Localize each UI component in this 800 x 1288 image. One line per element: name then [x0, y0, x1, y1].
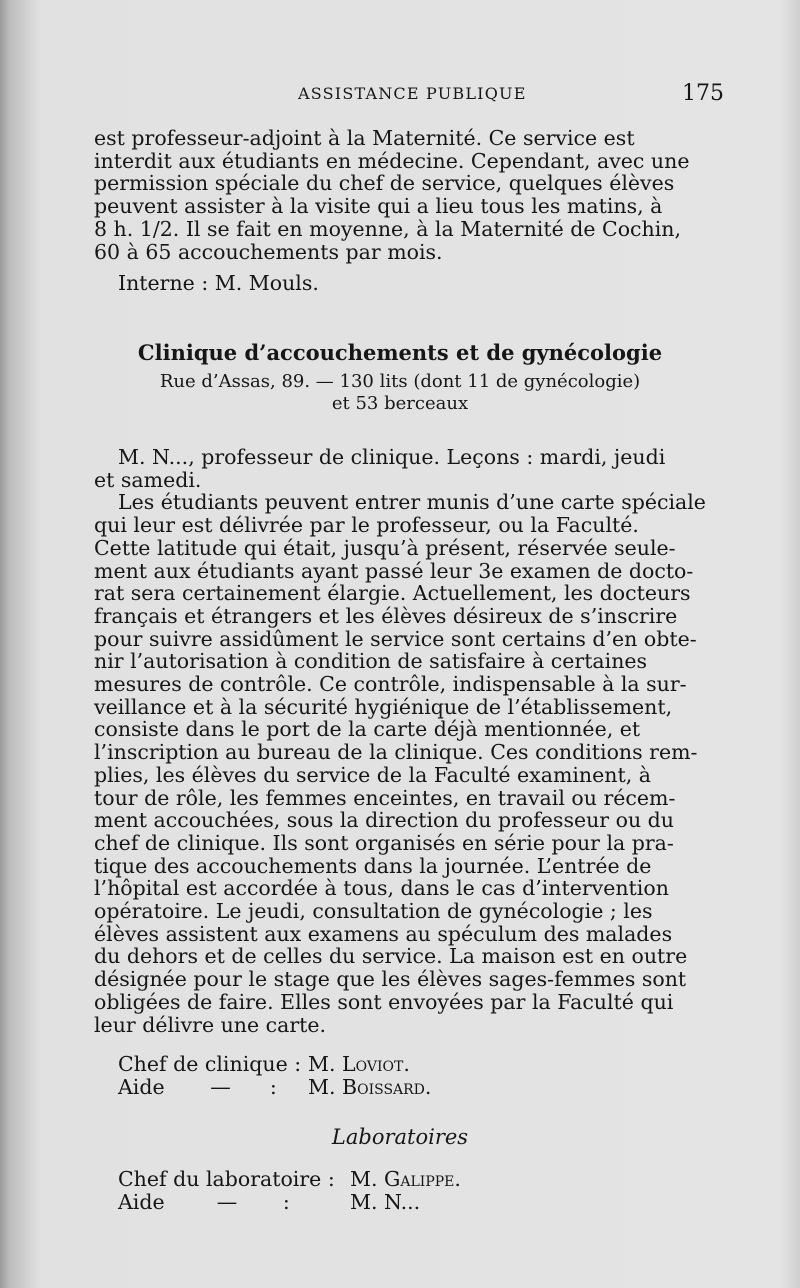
text-line: l’hôpital est accordée à tous, dans le cas d’intervention — [94, 876, 669, 901]
staff-chef-laboratoire — [118, 1168, 461, 1191]
text-line: tique des accouchements dans la journée. L’entrée de — [94, 853, 652, 878]
text-line: obligées de faire. Elles sont envoyées par la Faculté qui — [94, 989, 674, 1014]
staff-name: M. Loviot. — [308, 1052, 410, 1076]
running-head — [0, 81, 800, 108]
staff-name: M. Boissard. — [308, 1075, 432, 1099]
staff-label: Chef de clinique : — [118, 1052, 302, 1076]
staff-name: M. N... — [350, 1190, 421, 1214]
text-line: opératoire. Le jeudi, consultation de gynécologie ; les — [94, 899, 653, 924]
text-line: du dehors et de celles du service. La maison est en outre — [94, 944, 688, 969]
clinique-address — [0, 371, 800, 415]
text-line: est professeur-adjoint à la Maternité. Ce service est — [94, 126, 635, 150]
text-line: chef de clinique. Ils sont organisés en série pour la pra- — [94, 830, 674, 855]
text-line: nir l’autorisation à condition de satisfaire à certaines — [94, 649, 648, 674]
text-line: et samedi. — [94, 467, 202, 492]
interne-line: Interne : M. Mouls. — [118, 271, 319, 295]
text-line: 60 à 65 accouchements par mois. — [94, 239, 443, 264]
text-line: permission spéciale du chef de service, quelques élèves — [94, 171, 675, 196]
section-title-laboratoires: Laboratoires — [331, 1125, 469, 1149]
staff-chef-de-clinique — [118, 1053, 410, 1076]
page-number: 175 — [682, 81, 724, 106]
staff-label: Aide — : — [118, 1075, 277, 1099]
text-line: rat sera certainement élargie. Actuellement, les docteurs — [94, 581, 691, 606]
text-line: 8 h. 1/2. Il se fait en moyenne, à la Maternité de Cochin, — [94, 216, 682, 241]
section-title-clinique: Clinique d’accouchements et de gynécologie — [137, 340, 663, 365]
text-line: M. N..., professeur de clinique. Leçons : mardi, jeudi — [118, 445, 666, 469]
staff-aide-clinique — [118, 1076, 431, 1099]
text-line: français et étrangers et les élèves désireux de s’inscrire — [94, 603, 678, 628]
text-line: tour de rôle, les femmes enceintes, en travail ou récem- — [94, 785, 676, 810]
text-line: ment accouchées, sous la direction du professeur ou du — [94, 808, 675, 833]
text-line: peuvent assister à la visite qui a lieu tous les matins, à — [94, 194, 663, 219]
staff-label: Chef du laboratoire : — [118, 1167, 335, 1191]
clinique-paragraph — [94, 446, 723, 1036]
text-line: désignée pour le stage que les élèves sages-femmes sont — [94, 967, 687, 992]
text-line: élèves assistent aux examens au spéculum des malades — [94, 921, 673, 946]
address-line: Rue d’Assas, 89. — 130 lits (dont 11 de gynécologie) — [159, 371, 641, 392]
text-line: veillance et à la sécurité hygiénique de l’établissement, — [94, 694, 673, 719]
staff-aide-laboratoire — [118, 1191, 420, 1214]
text-line: qui leur est délivrée par le professeur, ou la Faculté. — [94, 513, 639, 538]
running-title: ASSISTANCE PUBLIQUE — [298, 84, 527, 103]
text-line: plies, les élèves du service de la Faculté examinent, à — [94, 762, 651, 787]
text-line: ment aux étudiants ayant passé leur 3e examen de docto- — [94, 558, 694, 583]
text-line: l’inscription au bureau de la clinique. Ces conditions rem- — [94, 740, 698, 765]
text-line: Les étudiants peuvent entrer munis d’une carte spéciale — [118, 490, 706, 515]
text-line: interdit aux étudiants en médecine. Cependant, avec une — [94, 148, 690, 173]
staff-label: Aide — : — [118, 1190, 290, 1214]
address-line: et 53 berceaux — [331, 393, 469, 414]
text-line: consiste dans le port de la carte déjà mentionnée, et — [94, 717, 641, 742]
text-line: pour suivre assidûment le service sont certains d’en obte- — [94, 626, 697, 651]
staff-name: M. Galippe. — [350, 1167, 461, 1191]
text-line: mesures de contrôle. Ce contrôle, indispensable à la sur- — [94, 672, 687, 697]
text-line: Cette latitude qui était, jusqu’à présent, réservée seule- — [94, 535, 676, 560]
maternite-paragraph — [94, 127, 723, 263]
text-line: leur délivre une carte. — [94, 1012, 327, 1037]
